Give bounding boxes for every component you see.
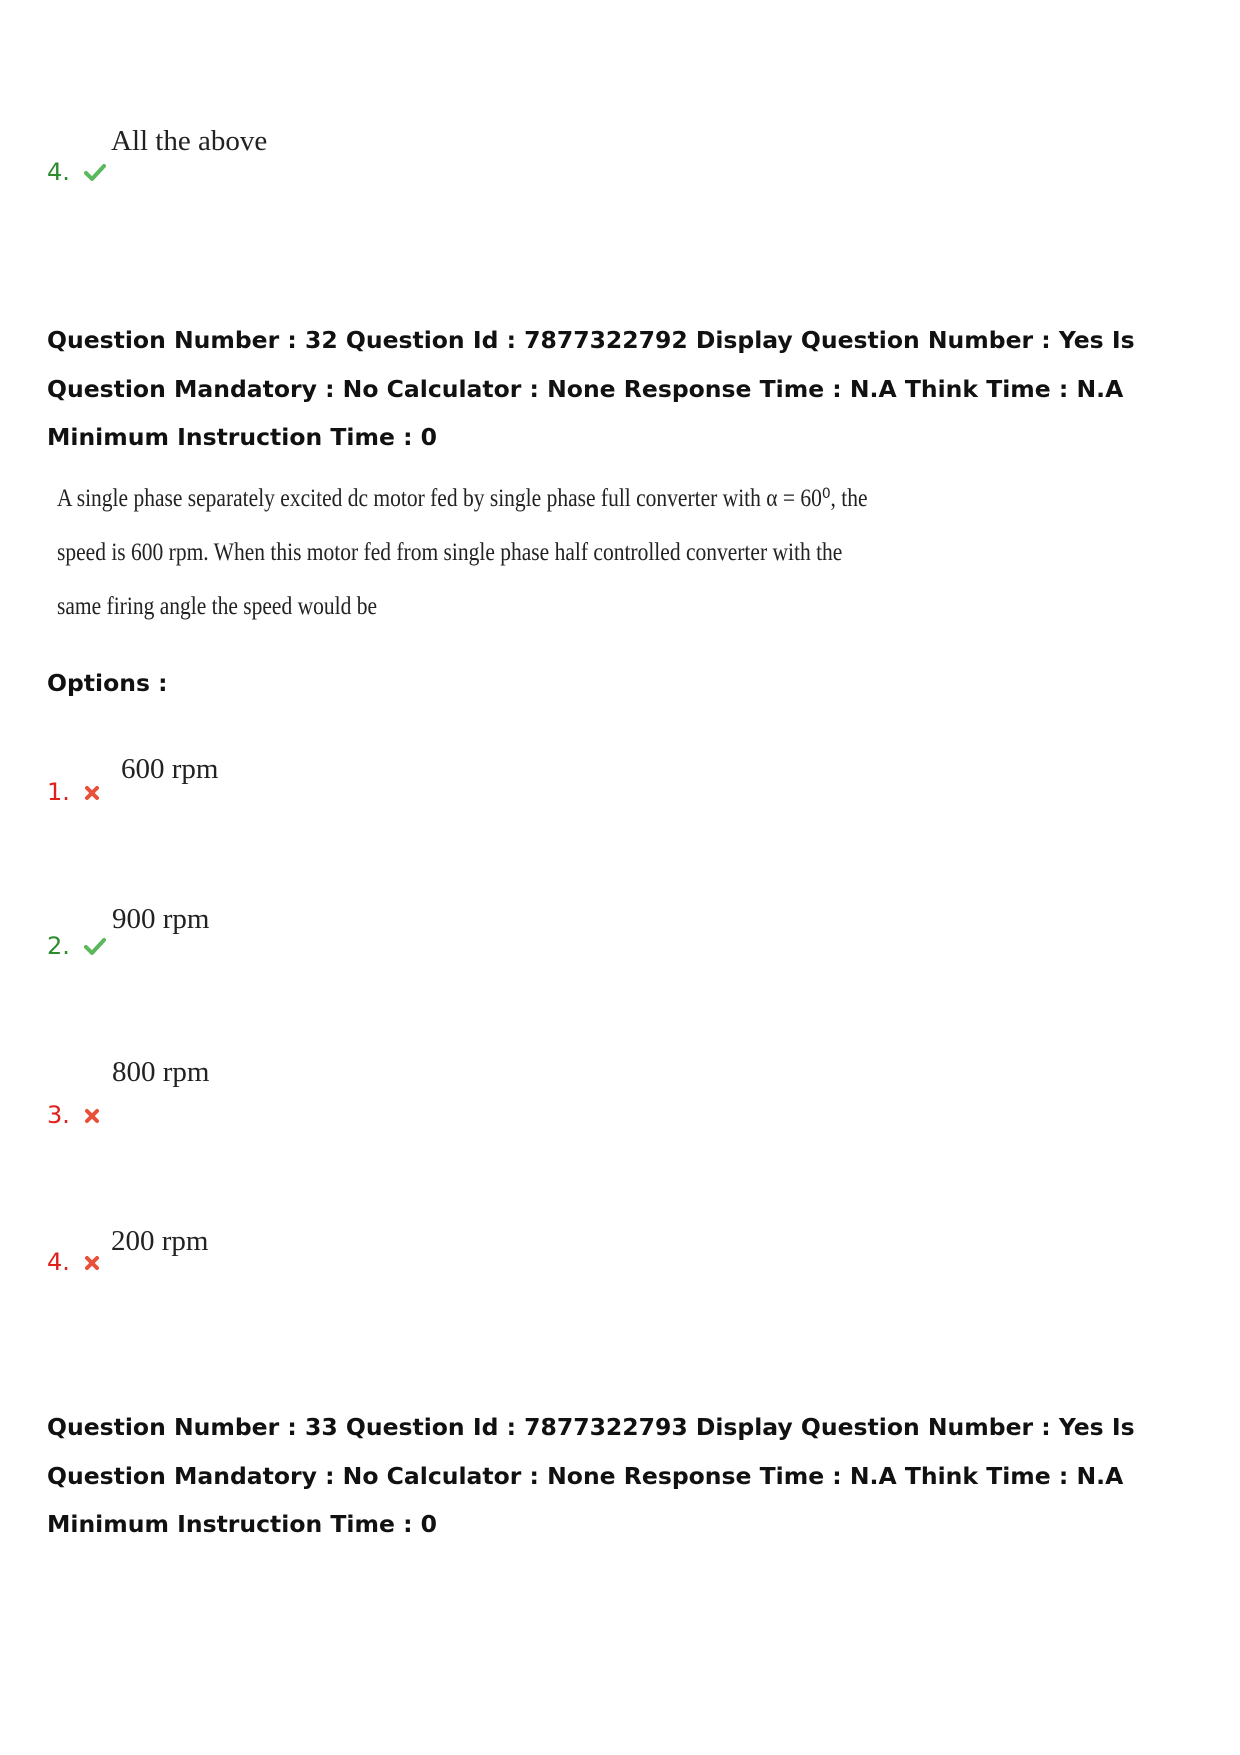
cross-icon: [84, 1249, 100, 1277]
prev-option-4: [47, 158, 106, 187]
prev-option-4-number: 4.: [47, 158, 70, 186]
question-32-body-line-1: A single phase separately excited dc motor fed by single phase full converter with α = 60⁰, the: [57, 485, 868, 512]
option-2: [47, 932, 106, 961]
question-32-body-line-2: speed is 600 rpm. When this motor fed from single phase half controlled converter with the: [57, 539, 843, 566]
check-icon: [84, 933, 106, 961]
option-3-text: 800 rpm: [112, 1056, 210, 1088]
option-4-number: 4.: [47, 1248, 70, 1276]
question-32-header: Question Number : 32 Question Id : 7877322792 Display Question Number : Yes Is Question Mandatory : No Calculator : None Response Time : N.A Think Time : N.A Minimum Instruction Time : 0: [47, 326, 1135, 451]
option-2-text: 900 rpm: [112, 903, 210, 935]
option-2-number: 2.: [47, 932, 70, 960]
option-3: [47, 1101, 100, 1130]
cross-icon: [84, 779, 100, 807]
cross-icon: [84, 1102, 100, 1130]
question-33-header: Question Number : 33 Question Id : 7877322793 Display Question Number : Yes Is Question Mandatory : No Calculator : None Response Time : N.A Think Time : N.A Minimum Instruction Time : 0: [47, 1413, 1135, 1538]
option-1: [47, 778, 100, 807]
check-icon: [84, 159, 106, 187]
option-1-number: 1.: [47, 778, 70, 806]
option-4-text: 200 rpm: [111, 1225, 209, 1257]
option-1-text: 600 rpm: [121, 753, 219, 785]
options-label: Options :: [47, 669, 168, 697]
option-4: [47, 1248, 100, 1277]
prev-option-4-text: All the above: [111, 125, 268, 157]
question-32-body-line-3: same firing angle the speed would be: [57, 593, 378, 620]
option-3-number: 3.: [47, 1101, 70, 1129]
